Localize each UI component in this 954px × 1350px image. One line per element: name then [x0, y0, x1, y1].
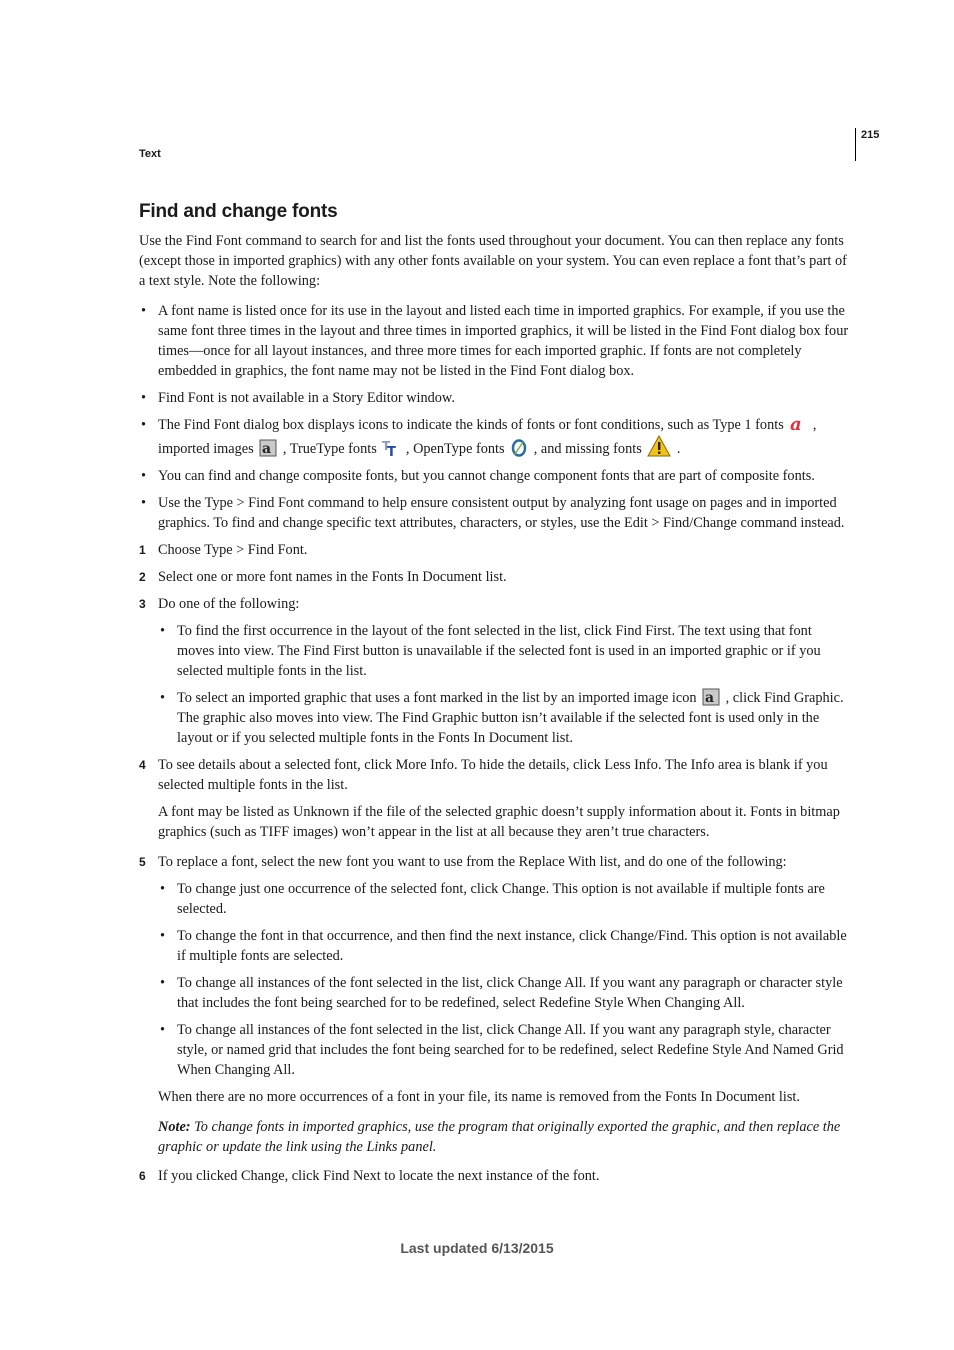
list-item: • You can find and change composite fonts, but you cannot change component fonts that are part of composite fonts. [139, 466, 851, 486]
footer-last-updated: Last updated 6/13/2015 [400, 1240, 554, 1256]
note [139, 1117, 851, 1157]
icons-text-2: , imported images [158, 417, 817, 457]
step-4-paragraph: A font may be listed as Unknown if the file of the selected graphic doesn’t supply information about it. Fonts in bitmap graphics (such as TIFF images) won’t appear in the list at all because they aren’t true characters. [158, 804, 840, 840]
step-number: 4 [139, 758, 146, 772]
type1-font-icon [789, 415, 807, 433]
icons-text-6: . [673, 441, 681, 457]
intro-paragraph: Use the Find Font command to search for and list the fonts used throughout your document. You can then replace any fonts (except those in imported graphics) with any other fonts available on your system. You can even replace a font that’s part of a text style. Note the following: [139, 233, 847, 289]
step-5 [139, 852, 851, 872]
step-text: Choose Type > Find Font. [158, 542, 308, 558]
svg-text:T: T [387, 445, 397, 457]
header-rule [855, 128, 856, 161]
list-item: • Find Font is not available in a Story Editor window. [139, 388, 851, 408]
imported-image-icon [259, 439, 277, 457]
step-number: 3 [139, 597, 146, 611]
step-text: If you clicked Change, click Find Next to locate the next instance of the font. [158, 1168, 600, 1184]
page-number: 215 [861, 129, 880, 141]
sub-text: , click Find Graphic. The graphic also moves into view. The Find Graphic button isn’t available if the selected font is used only in the layout or if you selected multiple fonts in the Fonts In Document list. [177, 690, 844, 746]
note-label: Note: [158, 1119, 191, 1135]
step-number: 6 [139, 1169, 146, 1183]
icons-text-4: , OpenType fonts [402, 441, 509, 457]
page-title: Find and change fonts [139, 201, 338, 222]
list-item-icons [139, 415, 851, 459]
icons-text-1: The Find Font dialog box displays icons to indicate the kinds of fonts or font conditions, such as Type 1 fonts [158, 417, 788, 433]
step-1 [139, 540, 851, 560]
svg-text:a: a [790, 415, 802, 433]
step-3-option-find-graphic [158, 688, 851, 748]
step-text: To replace a font, select the new font you want to use from the Replace With list, and do one of the following: [158, 854, 787, 870]
svg-text:a: a [262, 441, 272, 457]
step-text: To see details about a selected font, click More Info. To hide the details, click Less Info. The Info area is blank if you selected multiple fonts in the list. [158, 757, 828, 793]
step-number: 5 [139, 855, 146, 869]
step-number: 2 [139, 570, 146, 584]
step-3 [139, 594, 851, 614]
step-5-option: • To change all instances of the font selected in the list, click Change All. If you want any paragraph style, character style, or named grid that includes the font being searched for to be redefined, select Redefine Style And Named Grid When Changing All. [158, 1020, 851, 1080]
note-text: To change fonts in imported graphics, use the program that originally exported the graphic, and then replace the graphic or update the link using the Links panel. [158, 1119, 841, 1155]
opentype-font-icon [510, 439, 528, 457]
step-3-option-find-first: • To find the first occurrence in the layout of the font selected in the list, click Find First. The text using that font moves into view. The Find First button is unavailable if the selected font is used in an imported graphic or if you selected multiple fonts in the list. [158, 621, 851, 681]
icons-text-3: , TrueType fonts [279, 441, 381, 457]
step-5-paragraph: When there are no more occurrences of a font in your file, its name is removed from the Fonts In Document list. [158, 1089, 800, 1105]
section-label: Text [139, 148, 161, 160]
step-4 [139, 755, 851, 795]
svg-text:T: T [382, 439, 391, 453]
step-2 [139, 567, 851, 587]
step-5-option: • To change the font in that occurrence, and then find the next instance, click Change/Find. This option is not available if multiple fonts are selected. [158, 926, 851, 966]
step-text: Do one of the following: [158, 596, 300, 612]
step-5-option: • To change just one occurrence of the selected font, click Change. This option is not available if multiple fonts are selected. [158, 879, 851, 919]
body-content [139, 231, 851, 1193]
step-number: 1 [139, 543, 146, 557]
svg-text:a: a [705, 690, 715, 706]
imported-image-icon [702, 688, 720, 706]
step-text: Select one or more font names in the Fonts In Document list. [158, 569, 507, 585]
icons-text-5: , and missing fonts [530, 441, 646, 457]
list-item: • A font name is listed once for its use in the layout and listed each time in imported graphics. For example, if you use the same font three times in the layout and three times in imported graphics, it will be listed in the Find Font dialog box four times—once for all layout instances, and three more times for each imported graphic. If fonts are not completely embedded in graphics, the font name may not be listed in the Find Font dialog box. [139, 301, 851, 381]
sub-text: To select an imported graphic that uses a font marked in the list by an imported image icon [177, 690, 701, 706]
step-5-option: • To change all instances of the font selected in the list, click Change All. If you want any paragraph or character style that includes the font being searched for to be redefined, select Redefine Style When Changing All. [158, 973, 851, 1013]
missing-font-warning-icon [647, 435, 671, 457]
truetype-font-icon [382, 439, 400, 457]
step-6 [139, 1166, 851, 1186]
list-item: • Use the Type > Find Font command to help ensure consistent output by analyzing font usage on pages and in imported graphics. To find and change specific text attributes, characters, or styles, use the Edit > Find/Change command instead. [139, 493, 851, 533]
